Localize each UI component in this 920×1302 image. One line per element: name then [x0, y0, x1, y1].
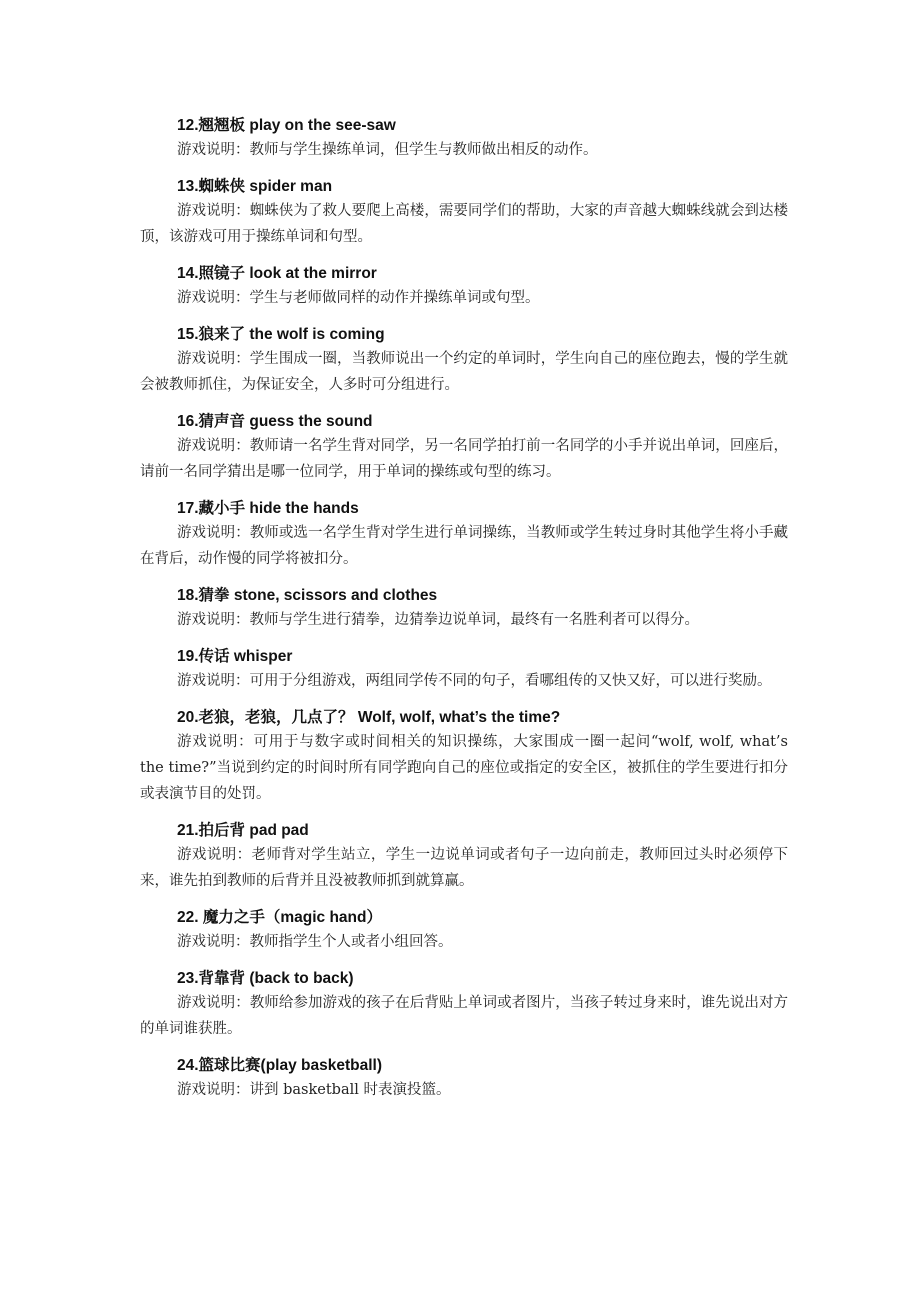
list-item: [140, 115, 788, 163]
list-item: [140, 820, 788, 894]
entry-description: 游戏说明：教师与学生进行猜拳，边猜拳边说单词，最终有一名胜利者可以得分。: [177, 612, 699, 628]
entry-description: 游戏说明：学生与老师做同样的动作并操练单词或句型。: [177, 290, 540, 306]
list-item: [140, 907, 788, 955]
entry-description: 游戏说明：教师给参加游戏的孩子在后背贴上单词或者图片，当孩子转过身来时，谁先说出对方的单词谁获胜。: [140, 995, 788, 1037]
list-item: [140, 646, 788, 694]
entry-description: 游戏说明：教师指学生个人或者小组回答。: [177, 934, 453, 950]
entry-title: 22. 魔力之手（magic hand）: [177, 909, 382, 926]
entry-title: 20.老狼，老狼，几点了？ Wolf, wolf, what’s the time?: [177, 709, 561, 726]
list-item: [140, 707, 788, 807]
list-item: [140, 1055, 788, 1103]
entry-title: 14.照镜子 look at the mirror: [177, 265, 377, 282]
entry-description: 游戏说明：学生围成一圈，当教师说出一个约定的单词时，学生向自己的座位跑去，慢的学生就会被教师抓住，为保证安全，人多时可分组进行。: [140, 351, 788, 393]
entry-title: 21.拍后背 pad pad: [177, 822, 309, 839]
list-item: [140, 498, 788, 572]
list-item: [140, 585, 788, 633]
list-item: [140, 263, 788, 311]
entry-description: 游戏说明：老师背对学生站立，学生一边说单词或者句子一边向前走，教师回过头时必须停下来，谁先拍到教师的后背并且没被教师抓到就算赢。: [140, 847, 788, 889]
entry-title: 23.背靠背 (back to back): [177, 970, 354, 987]
list-item: [140, 411, 788, 485]
entry-description: 游戏说明：教师请一名学生背对同学，另一名同学拍打前一名同学的小手并说出单词，回座后，请前一名同学猜出是哪一位同学，用于单词的操练或句型的练习。: [140, 438, 788, 480]
entry-description: 游戏说明：教师或选一名学生背对学生进行单词操练，当教师或学生转过身时其他学生将小手藏在背后，动作慢的同学将被扣分。: [140, 525, 788, 567]
list-item: [140, 176, 788, 250]
entry-title: 19.传话 whisper: [177, 648, 293, 665]
entry-title: 17.藏小手 hide the hands: [177, 500, 359, 517]
entry-description: 游戏说明：讲到 basketball 时表演投篮。: [177, 1082, 451, 1098]
entry-title: 18.猜拳 stone, scissors and clothes: [177, 587, 438, 604]
entry-title: 13.蜘蛛侠 spider man: [177, 178, 333, 195]
entry-title: 15.狼来了 the wolf is coming: [177, 326, 385, 343]
entry-title: 12.翘翘板 play on the see-saw: [177, 117, 396, 134]
entry-description: 游戏说明：蜘蛛侠为了救人要爬上高楼，需要同学们的帮助，大家的声音越大蜘蛛线就会到达楼顶，该游戏可用于操练单词和句型。: [140, 203, 788, 245]
entry-description: 游戏说明：可用于分组游戏，两组同学传不同的句子，看哪组传的又快又好，可以进行奖励。: [177, 673, 772, 689]
entry-description: 游戏说明：可用于与数字或时间相关的知识操练，大家围成一圈一起问“wolf, wolf, what’s the time?”当说到约定的时间时所有同学跑向自己的座位或指定的安全区，被抓住的学生要进行扣分或表演节目的处罚。: [140, 734, 788, 802]
entry-description: 游戏说明：教师与学生操练单词，但学生与教师做出相反的动作。: [177, 142, 598, 158]
game-list: [140, 115, 788, 1116]
entry-title: 24.篮球比赛(play basketball): [177, 1057, 383, 1074]
list-item: [140, 968, 788, 1042]
list-item: [140, 324, 788, 398]
entry-title: 16.猜声音 guess the sound: [177, 413, 373, 430]
